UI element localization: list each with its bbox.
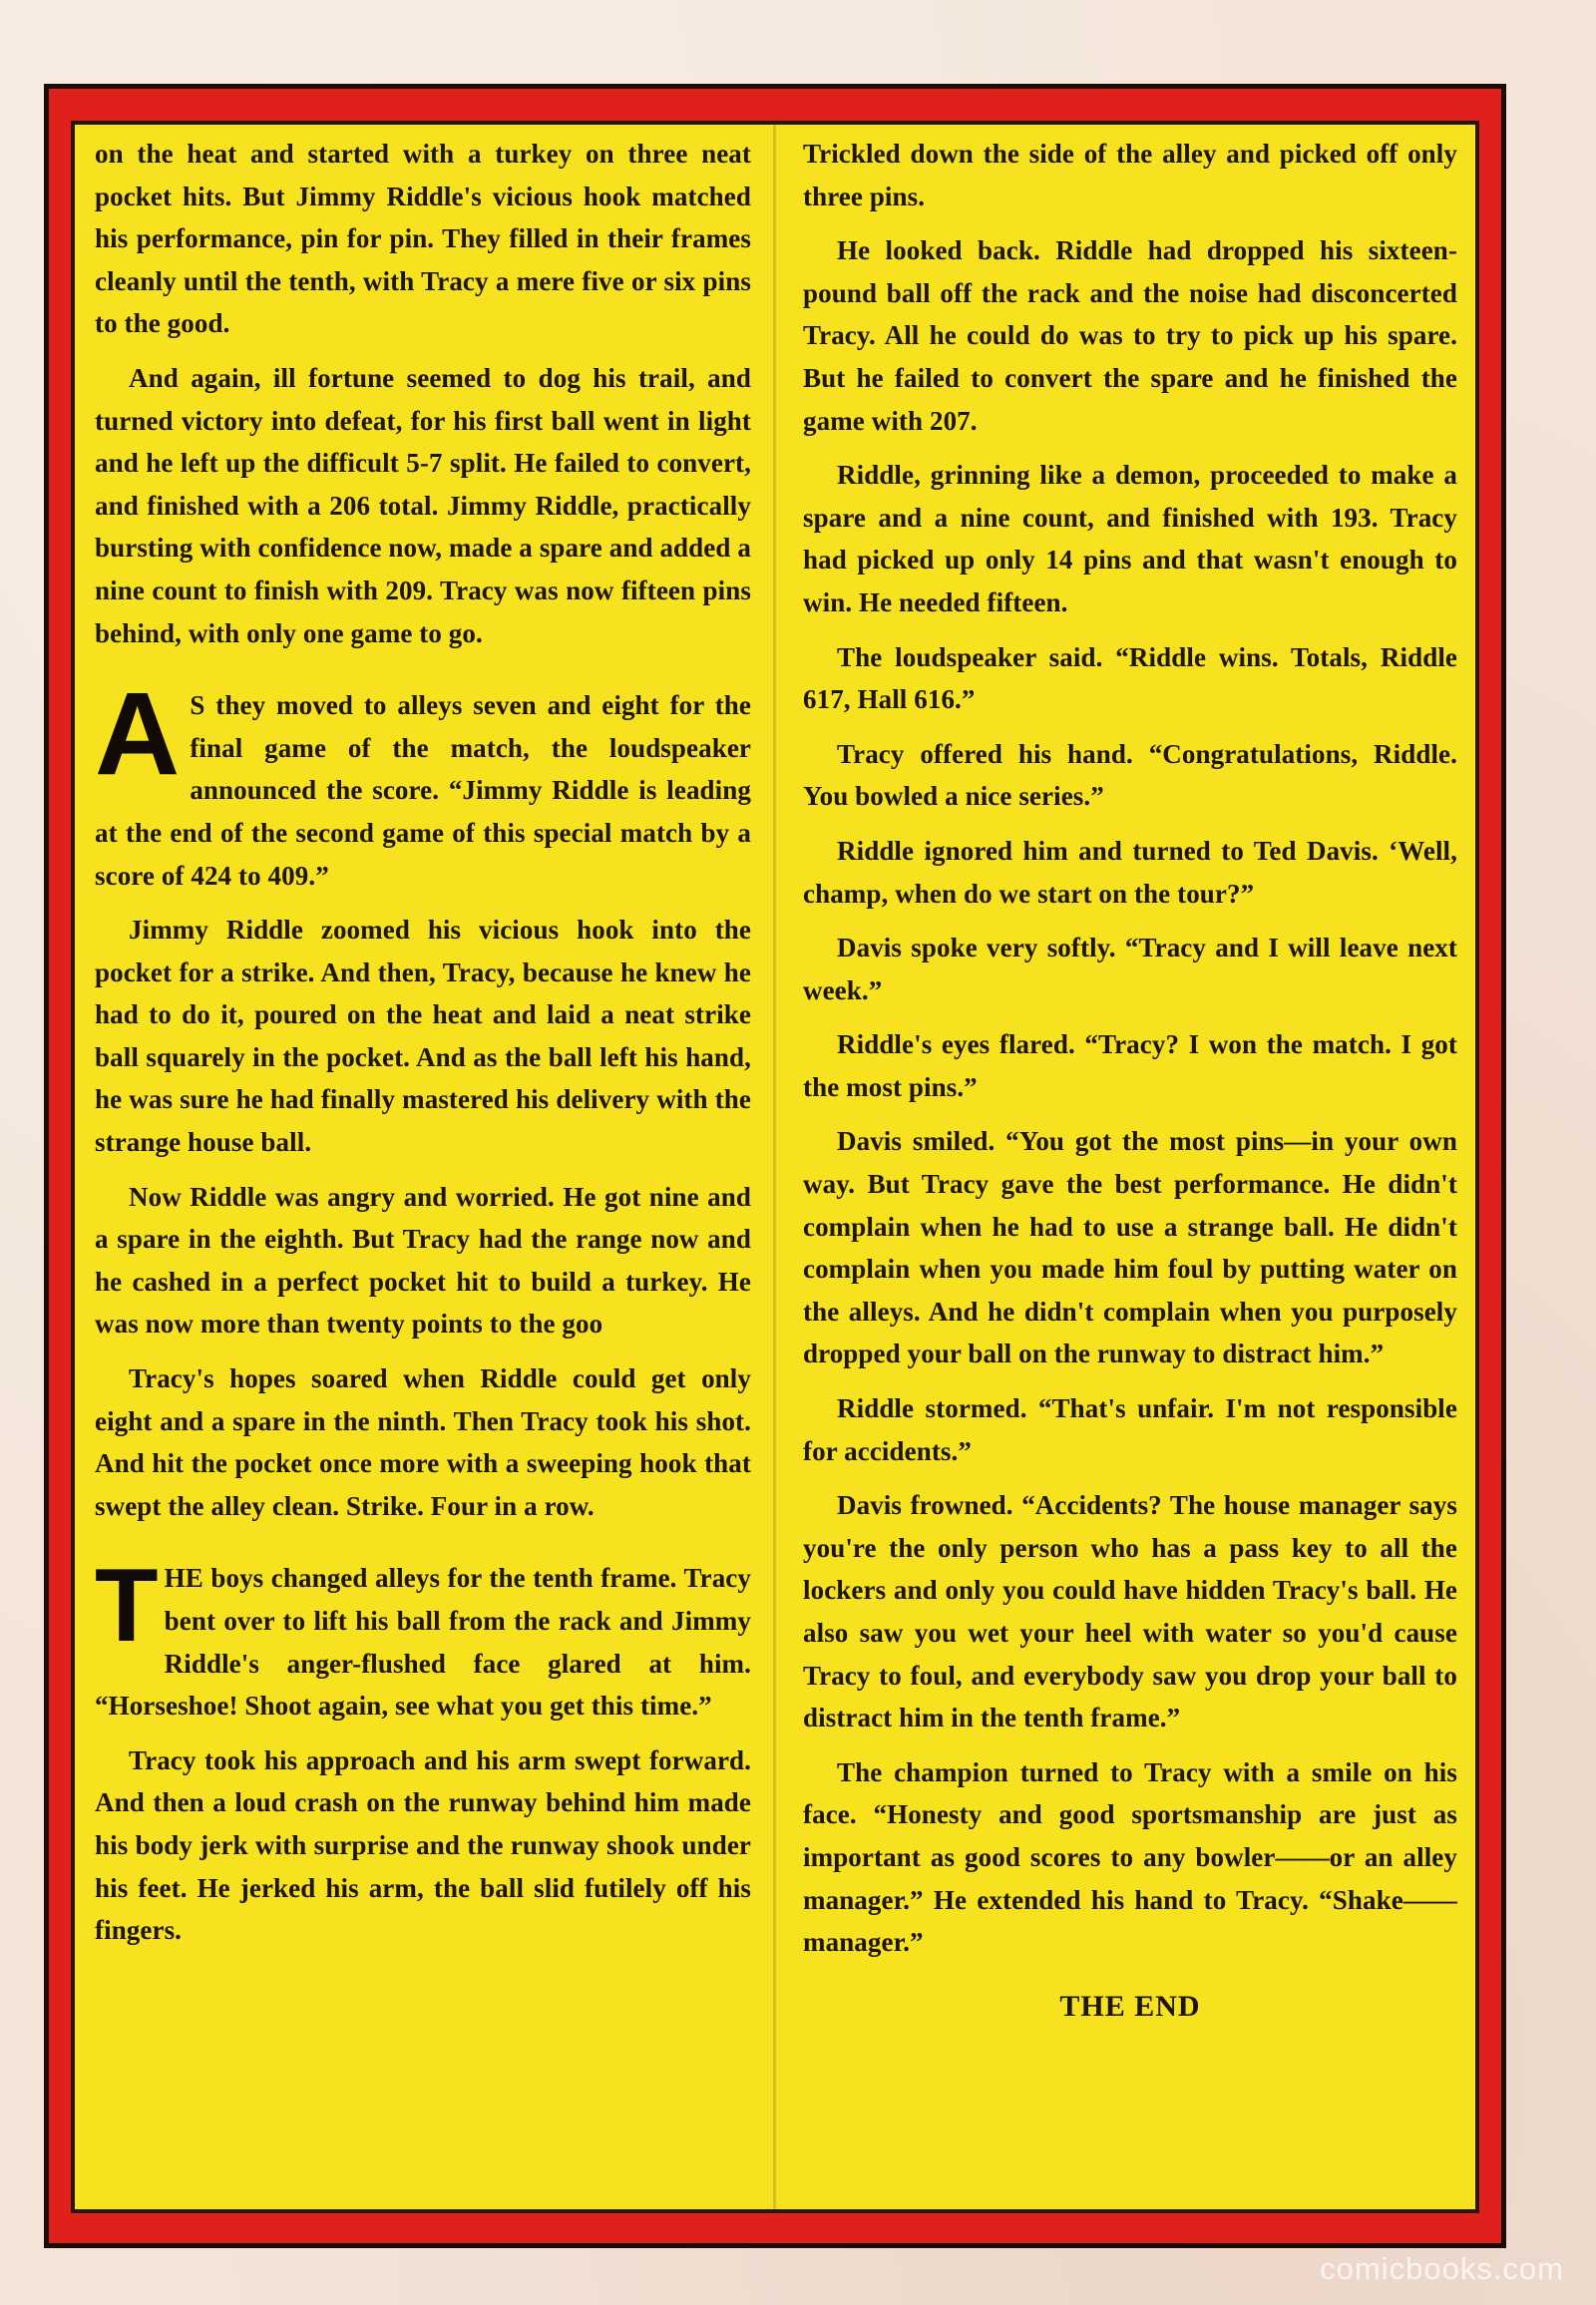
story-frame [44,84,1506,2248]
paragraph: Trickled down the side of the alley and picked off only three pins. [803,139,1457,211]
paragraph-text: HE boys changed alleys for the tenth frame. Tracy bent over to lift his ball from the rack and Jimmy Riddle's anger-flushed face glared at him. “Horseshoe! Shoot again, see what you get this time.” [95,1563,751,1722]
paragraph: Tracy took his approach and his arm swept forward. And then a loud crash on the runway behind him made his body jerk with surprise and the runway shook under his feet. He jerked his arm, the ball slid futilely off his fingers. [95,1744,751,1946]
paragraph: And again, ill fortune seemed to dog his trail, and turned victory into defeat, for his first ball went in light and he left up the difficult 5-7 split. He failed to convert, and finished with a 206 total. Jimmy Riddle, practically bursting with confidence now, made a spare and added a nine count to finish with 209. Tracy was now fifteen pins behind, with only one game to go. [95,362,751,648]
right-column [775,125,1475,2209]
paragraph: The loudspeaker said. “Riddle wins. Totals, Riddle 617, Hall 616.” [803,641,1457,715]
paragraph: Davis smiled. “You got the most pins—in your own way. But Tracy gave the best performance. He didn't complain when he had to use a strange ball. He didn't complain when you made him foul by putting water on the alleys. And he didn't complain when you purposely dropped your ball on the runway to distract him.” [803,1126,1457,1369]
watermark-text: comicbooks.com [1320,2251,1564,2286]
dropcap-letter: A [95,668,181,801]
paragraph: The champion turned to Tracy with a smile on his face. “Honesty and good sportsmanship are just as important as good scores to any bowler——or an alley manager.” He extended his hand to Tracy. “Shake——manager.” [803,1756,1457,1958]
paragraph: Now Riddle was angry and worried. He got nine and a spare in the eighth. But Tracy had the range now and he cashed in a perfect pocket hit to build a turkey. He was now more than twenty points to the goo [95,1181,751,1340]
paragraph-dropcap-a [95,668,751,897]
paragraph: He looked back. Riddle had dropped his sixteen-pound ball off the rack and the noise had disconcerted Tracy. All he could do was to try to pick up his spare. But he failed to convert the spare and he finished the game with 207. [803,235,1457,436]
paragraph: Riddle ignored him and turned to Ted Davis. ‘Well, champ, when do we start on the tour?” [803,835,1457,909]
red-border [49,89,1501,2243]
paragraph: Riddle's eyes flared. “Tracy? I won the match. I got the most pins.” [803,1029,1457,1102]
paragraph: Davis spoke very softly. “Tracy and I will leave next week.” [803,933,1457,1005]
paragraph-text: S they moved to alleys seven and eight for the final game of the match, the loudspeaker announced the score. “Jimmy Riddle is leading at the end of the second game of this special match by a score of 424 to 409.” [95,690,751,891]
text-panel [71,121,1479,2213]
column-gutter [773,125,776,2209]
paragraph: Riddle stormed. “That's unfair. I'm not responsible for accidents.” [803,1393,1457,1466]
paragraph: on the heat and started with a turkey on three neat pocket hits. But Jimmy Riddle's vicious hook matched his performance, pin for pin. They filled in their frames cleanly until the tenth, with Tracy a mere five or six pins to the good. [95,139,751,339]
the-end-label: THE END [1059,1989,1201,2023]
left-column [75,125,775,2209]
paragraph: Tracy offered his hand. “Congratulations, Riddle. You bowled a nice series.” [803,738,1457,812]
paragraph-dropcap-t [95,1548,751,1727]
paragraph: Riddle, grinning like a demon, proceeded to make a spare and a nine count, and finished with 193. Tracy had picked up only 14 pins and that wasn't enough to win. He needed fifteen. [803,460,1457,617]
paragraph: Jimmy Riddle zoomed his vicious hook into the pocket for a strike. And then, Tracy, because he knew he had to do it, poured on the heat and laid a neat strike ball squarely in the pocket. And as the ball left his hand, he was sure he had finally mastered his delivery with the strange house ball. [95,915,751,1158]
paragraph: Davis frowned. “Accidents? The house manager says you're the only person who has a pass key to all the lockers and only you could have hidden Tracy's ball. He also saw you wet your heel with water so you'd cause Tracy to foul, and everybody saw you drop your ball to distract him in the tenth frame.” [803,1490,1457,1733]
dropcap-letter: T [95,1548,159,1665]
paragraph: Tracy's hopes soared when Riddle could get only eight and a spare in the ninth. Then Tracy took his shot. And hit the pocket once more with a sweeping hook that swept the alley clean. Strike. Four in a row. [95,1363,751,1521]
